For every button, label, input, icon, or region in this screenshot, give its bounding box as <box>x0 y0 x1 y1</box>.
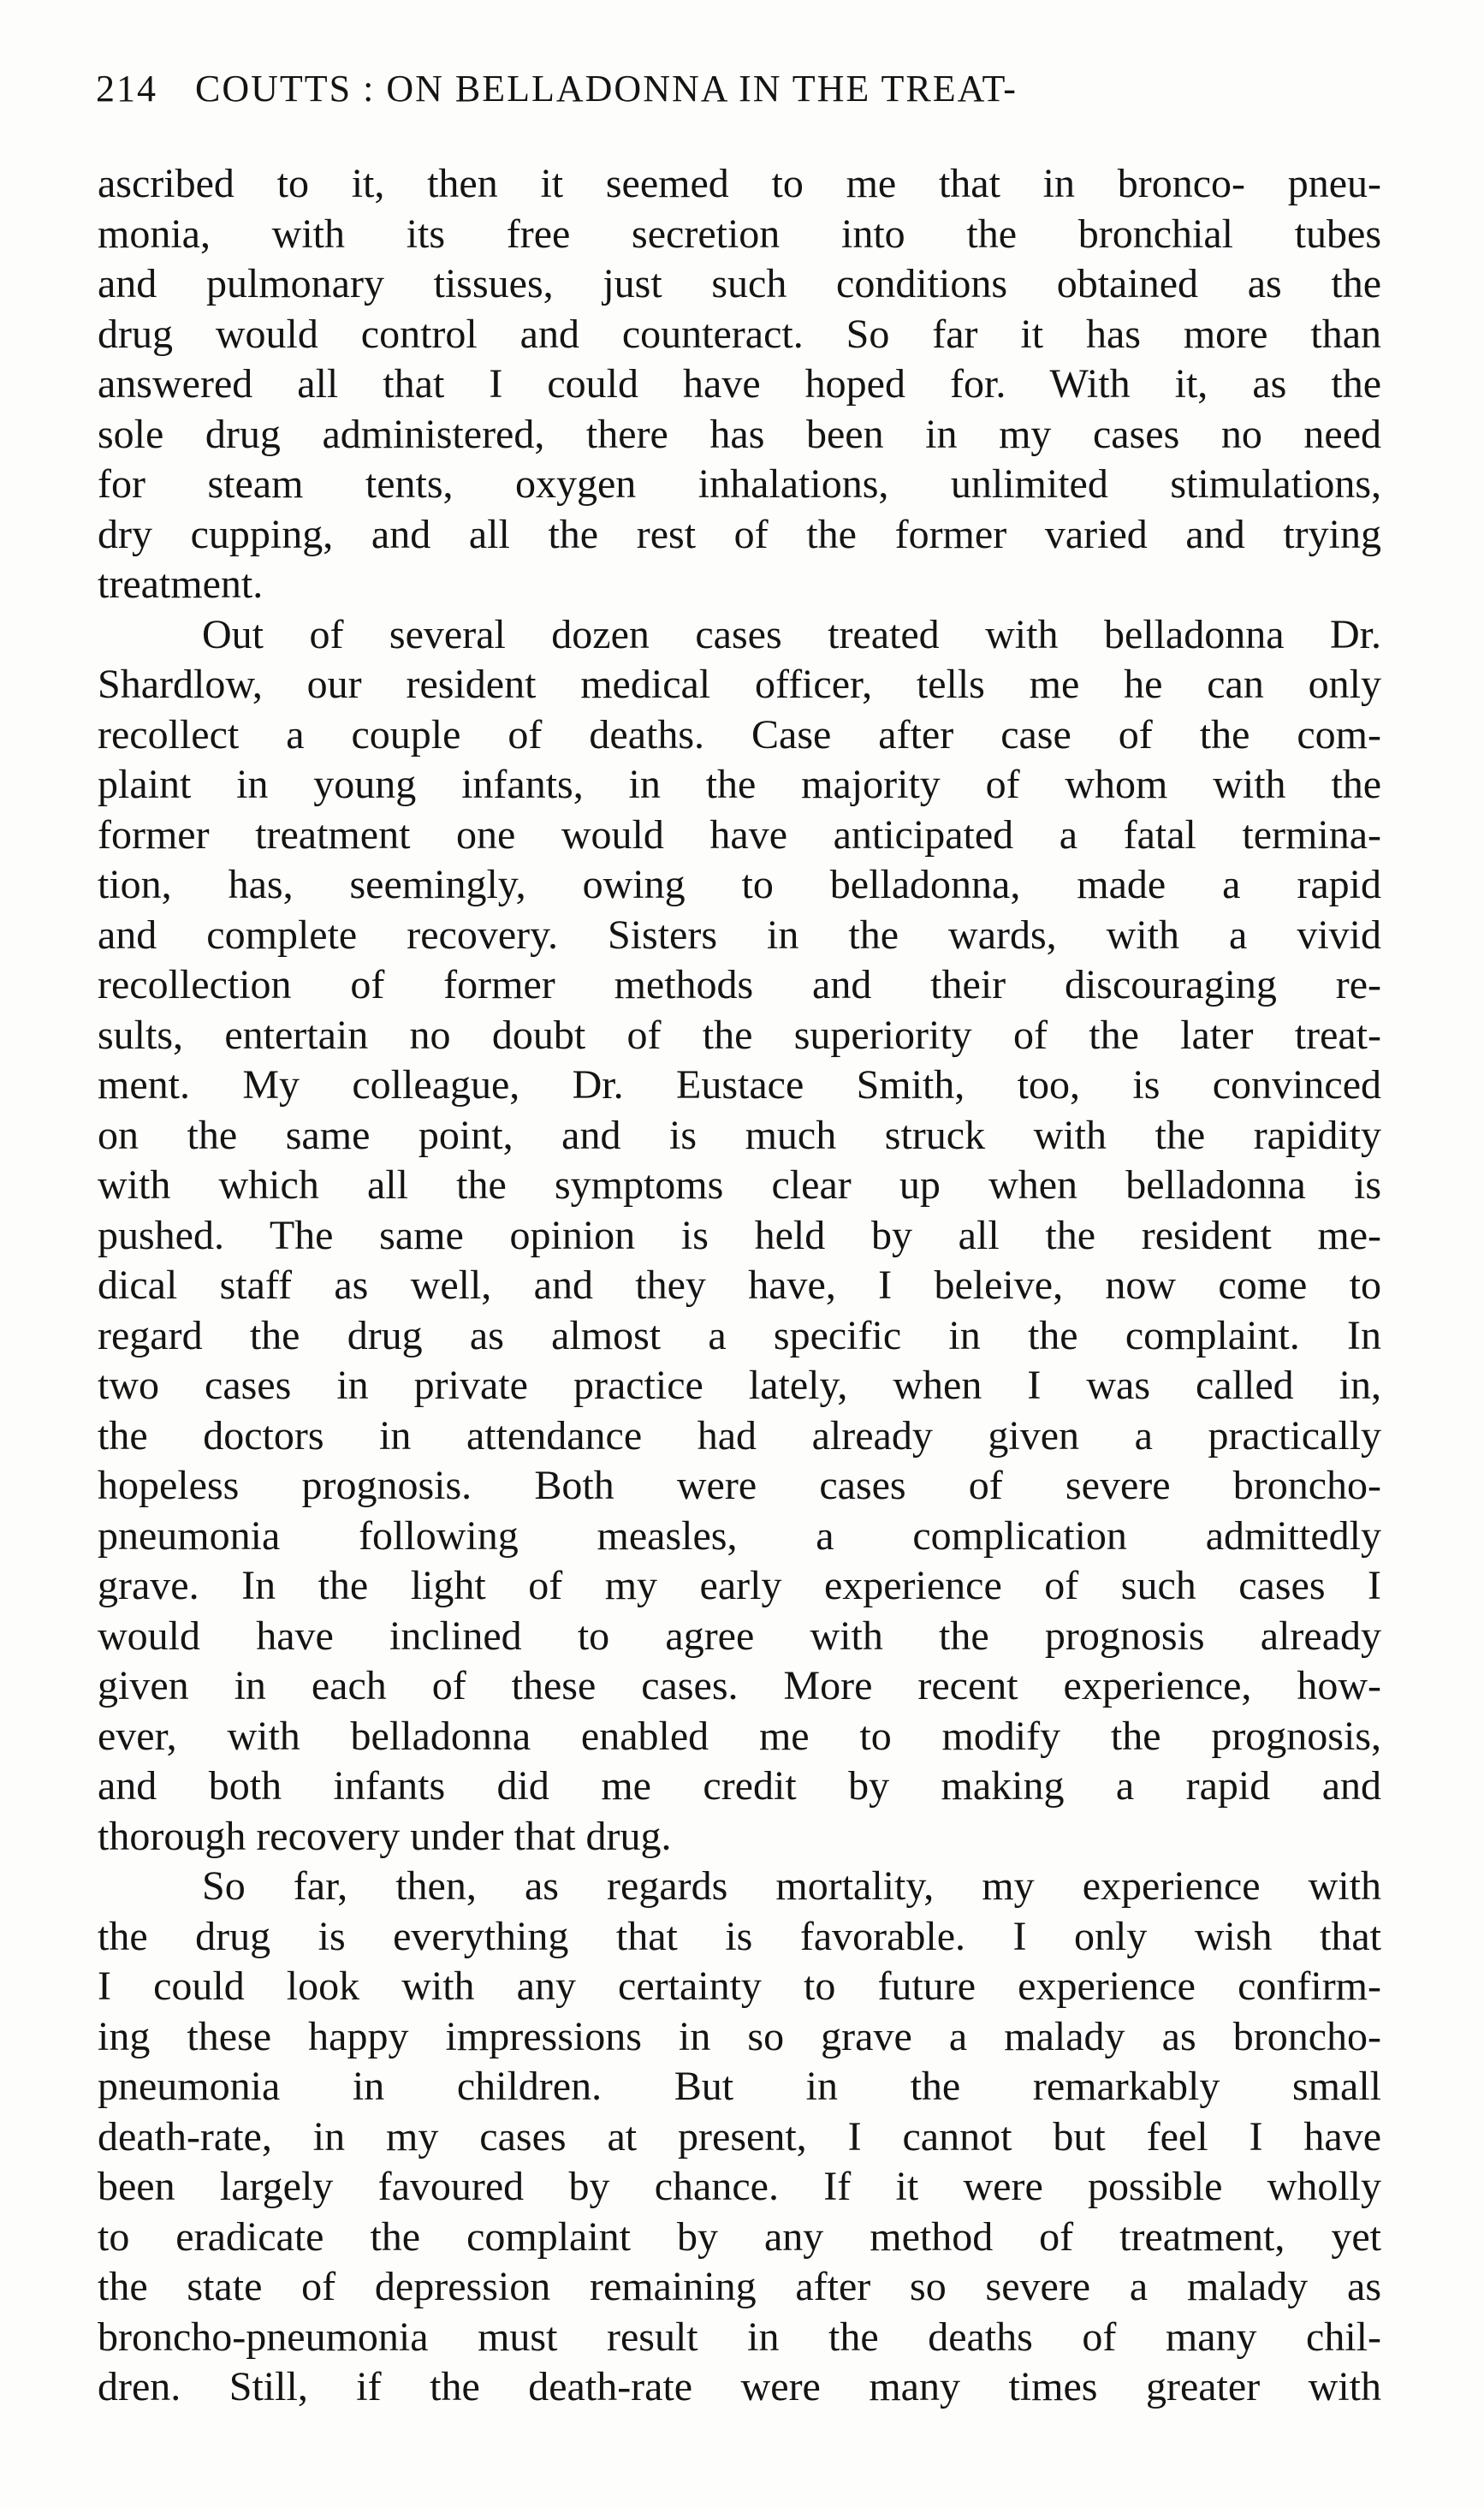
text-line: answered all that I could have hoped for. With it, as the <box>98 361 1381 407</box>
text-line: been largely favoured by chance. If it were possible wholly <box>98 2164 1381 2209</box>
text-line: ever, with belladonna enabled me to modify the prognosis, <box>98 1713 1381 1759</box>
text-line: grave. In the light of my early experience of such cases I <box>98 1563 1381 1608</box>
text-line: drug would control and counteract. So far it has more than <box>98 311 1381 357</box>
text-line: death-rate, in my cases at present, I cannot but feel I have <box>98 2113 1381 2159</box>
running-head <box>96 67 1380 110</box>
text-line: tion, has, seemingly, owing to belladonna, made a rapid <box>98 862 1381 907</box>
text-line: the drug is everything that is favorable. I only wish that <box>98 1913 1381 1959</box>
text-line: Shardlow, our resident medical officer, tells me he can only <box>98 662 1381 707</box>
text-line: pneumonia in children. But in the remarkably small <box>98 2064 1381 2109</box>
text-line: for steam tents, oxygen inhalations, unlimited stimulations, <box>98 461 1381 507</box>
text-line: recollect a couple of deaths. Case after case of the com- <box>98 711 1381 757</box>
text-line: the state of depression remaining after so severe a malady as <box>98 2264 1381 2309</box>
text-line: and both infants did me credit by making a rapid and <box>98 1763 1381 1809</box>
text-line: treatment. <box>98 561 264 607</box>
text-line: recollection of former methods and their discouraging re- <box>98 962 1381 1007</box>
text-line: I could look with any certainty to future experience confirm- <box>98 1963 1381 2009</box>
text-line: sole drug administered, there has been in my cases no need <box>98 411 1381 457</box>
text-line: dry cupping, and all the rest of the former varied and trying <box>98 511 1381 557</box>
text-line: would have inclined to agree with the prognosis already <box>98 1613 1381 1659</box>
text-line: monia, with its free secretion into the bronchial tubes <box>98 211 1381 257</box>
paragraph-2 <box>98 610 1381 1862</box>
text-line: given in each of these cases. More recent experience, how- <box>98 1663 1381 1708</box>
text-line: ing these happy impressions in so grave a malady as broncho- <box>98 2013 1381 2059</box>
text-line: dical staff as well, and they have, I beleive, now come to <box>98 1262 1381 1308</box>
text-line: ascribed to it, then it seemed to me that in bronco- pneu- <box>98 161 1381 206</box>
text-line: on the same point, and is much struck with the rapidity <box>98 1112 1381 1158</box>
text-line: with which all the symptoms clear up when belladonna is <box>98 1162 1381 1208</box>
text-line: former treatment one would have anticipated a fatal termina- <box>98 811 1381 858</box>
paragraph-1 <box>98 159 1381 610</box>
text-line: plaint in young infants, in the majority of whom with the <box>98 762 1381 807</box>
text-line: pneumonia following measles, a complication admittedly <box>98 1512 1381 1559</box>
text-line: thorough recovery under that drug. <box>98 1813 672 1859</box>
paragraph-3 <box>98 1862 1381 2413</box>
text-line: the doctors in attendance had already given a practically <box>98 1412 1381 1458</box>
text-line: Out of several dozen cases treated with belladonna Dr. <box>202 611 1381 657</box>
text-line: broncho-pneumonia must result in the deaths of many chil- <box>98 2314 1381 2360</box>
text-line: and pulmonary tissues, just such conditions obtained as the <box>98 261 1381 306</box>
text-line: to eradicate the complaint by any method of treatment, yet <box>98 2213 1381 2260</box>
text-line: two cases in private practice lately, when I was called in, <box>98 1363 1381 1408</box>
text-line: So far, then, as regards mortality, my experience with <box>202 1863 1381 1909</box>
text-line: pushed. The same opinion is held by all the resident me- <box>98 1212 1381 1258</box>
text-line: dren. Still, if the death-rate were many times greater with <box>98 2364 1381 2409</box>
text-line: regard the drug as almost a specific in the complaint. In <box>98 1312 1381 1358</box>
text-line: sults, entertain no doubt of the superiority of the later treat- <box>98 1012 1381 1058</box>
body-text <box>98 159 1381 2413</box>
text-line: ment. My colleague, Dr. Eustace Smith, too, is convinced <box>98 1062 1381 1108</box>
running-head-title: COUTTS : ON BELLADONNA IN THE TREAT- <box>195 68 1018 110</box>
text-line: hopeless prognosis. Both were cases of severe broncho- <box>98 1463 1381 1508</box>
text-line: and complete recovery. Sisters in the wards, with a vivid <box>98 912 1381 958</box>
page-number: 214 <box>96 68 157 110</box>
